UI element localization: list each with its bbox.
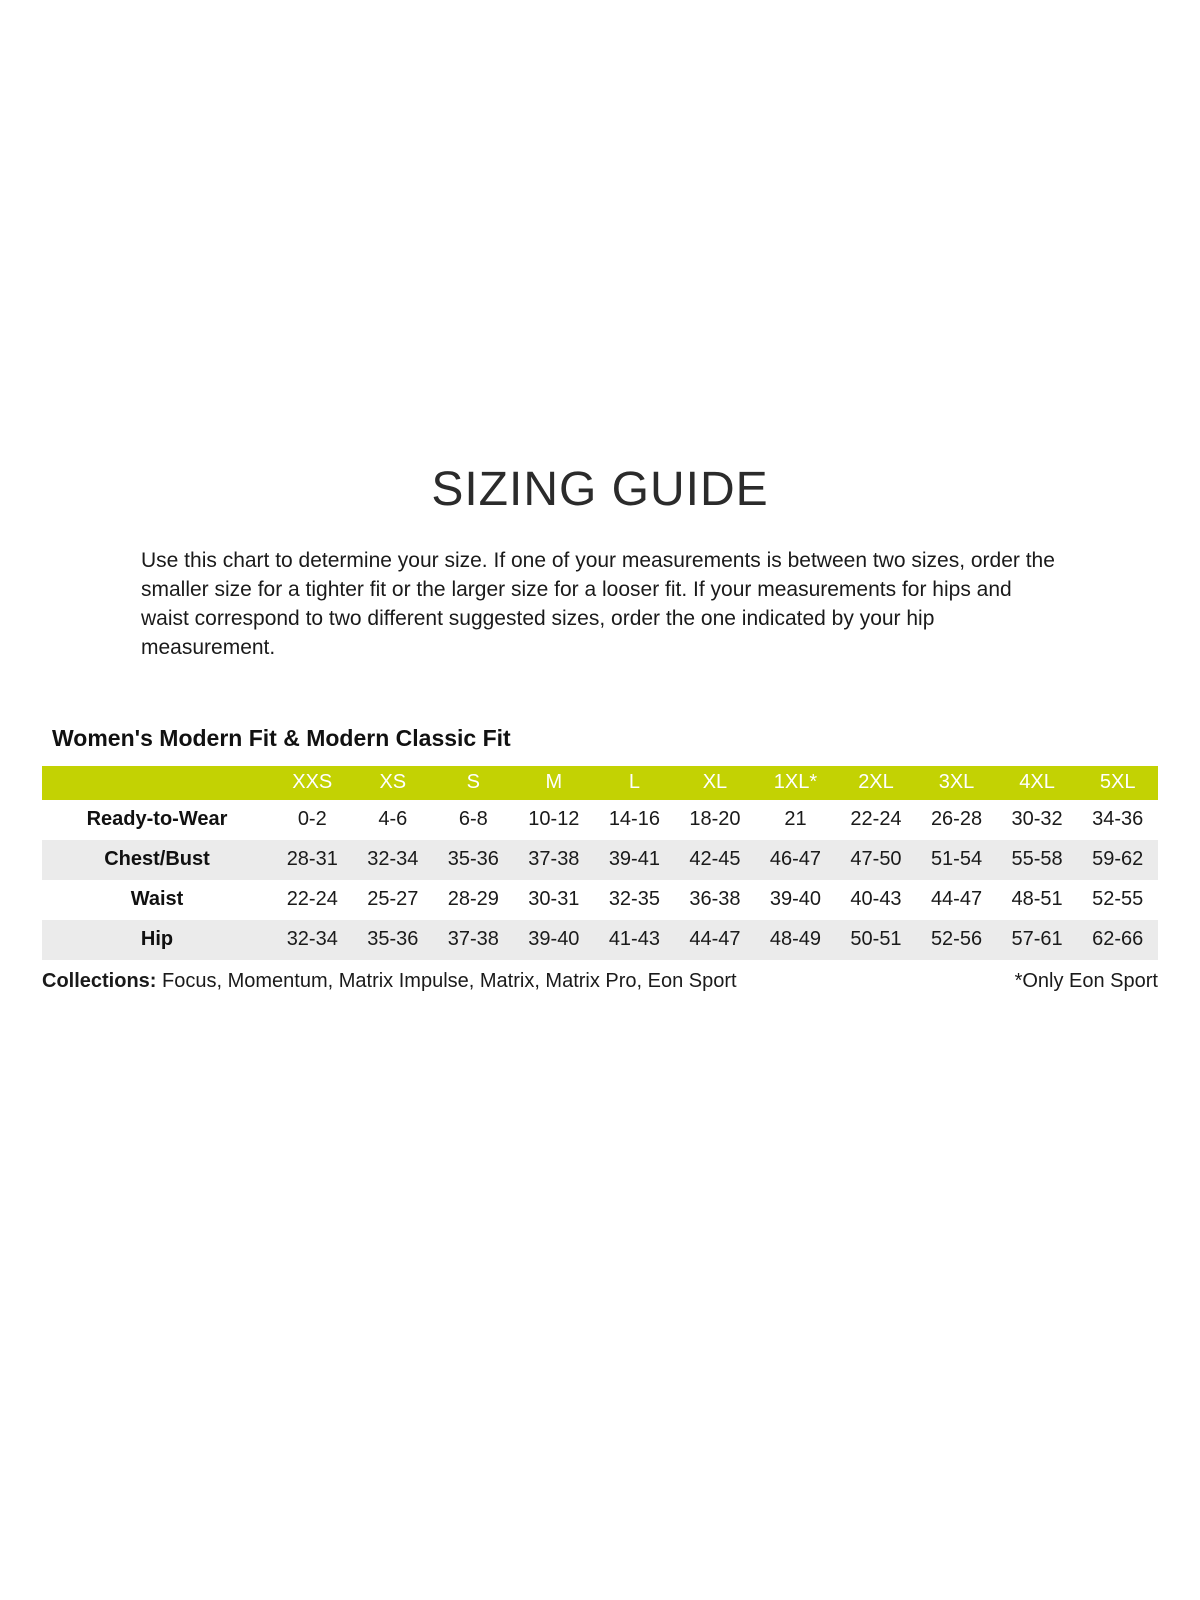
table-cell: 22-24 bbox=[850, 808, 902, 831]
table-cell: 39-41 bbox=[594, 840, 675, 880]
intro-paragraph: Use this chart to determine your size. If one of your measurements is between two sizes, order the smaller size for a tighter fit or the larger size for a looser fit. If your measurements for hips and waist correspond to two different suggested sizes, order the one indicated by your hip measurement. bbox=[141, 549, 1055, 659]
collections-list: Focus, Momentum, Matrix Impulse, Matrix, Matrix Pro, Eon Sport bbox=[156, 969, 737, 992]
table-cell: 35-36 bbox=[433, 840, 514, 880]
table-cell: 37-38 bbox=[514, 840, 595, 880]
table-cell: 14-16 bbox=[608, 808, 660, 831]
table-cell: 59-62 bbox=[1077, 840, 1158, 880]
footer-line bbox=[42, 970, 1158, 993]
size-table-container bbox=[42, 766, 1158, 960]
table-cell: 39-40 bbox=[514, 920, 595, 960]
size-table-body bbox=[42, 800, 1158, 960]
table-cell: 22-24 bbox=[286, 888, 338, 911]
size-table-header bbox=[42, 766, 1158, 800]
table-cell: 28-29 bbox=[447, 888, 499, 911]
header-col-xs: XS bbox=[353, 766, 434, 800]
header-empty-cell bbox=[42, 766, 272, 800]
table-cell: 10-12 bbox=[528, 808, 580, 831]
header-col-4xl: 4XL bbox=[997, 766, 1078, 800]
collections-label: Collections: bbox=[42, 969, 157, 992]
header-col-m: M bbox=[514, 766, 595, 800]
table-cell: 32-34 bbox=[272, 920, 353, 960]
table-cell: 48-51 bbox=[1011, 888, 1063, 911]
row-label: Hip bbox=[42, 920, 272, 960]
table-cell: 4-6 bbox=[378, 808, 408, 831]
table-cell: 28-31 bbox=[272, 840, 353, 880]
table-cell: 62-66 bbox=[1077, 920, 1158, 960]
row-label: Ready-to-Wear bbox=[86, 808, 228, 831]
header-col-s: S bbox=[433, 766, 514, 800]
table-cell: 42-45 bbox=[675, 840, 756, 880]
table-cell: 57-61 bbox=[997, 920, 1078, 960]
table-cell: 30-32 bbox=[1011, 808, 1063, 831]
header-col-3xl: 3XL bbox=[916, 766, 997, 800]
table-cell: 50-51 bbox=[836, 920, 917, 960]
size-table bbox=[42, 766, 1158, 960]
table-cell: 47-50 bbox=[836, 840, 917, 880]
table-cell: 32-35 bbox=[608, 888, 660, 911]
footnote-only-eon-sport: *Only Eon Sport bbox=[1014, 969, 1158, 992]
table-row-waist bbox=[42, 880, 1158, 920]
table-cell: 39-40 bbox=[769, 888, 822, 911]
table-row-hip bbox=[42, 920, 1158, 960]
table-cell: 35-36 bbox=[353, 920, 434, 960]
table-cell: 34-36 bbox=[1092, 808, 1144, 831]
table-cell: 30-31 bbox=[528, 888, 580, 911]
table-cell: 0-2 bbox=[297, 808, 327, 831]
section-heading: Women's Modern Fit & Modern Classic Fit bbox=[52, 724, 511, 751]
table-cell: 52-56 bbox=[916, 920, 997, 960]
header-col-l: L bbox=[594, 766, 675, 800]
page-title: SIZING GUIDE bbox=[431, 463, 769, 516]
table-cell: 36-38 bbox=[689, 888, 741, 911]
table-cell: 26-28 bbox=[930, 808, 983, 831]
row-label: Waist bbox=[130, 888, 184, 911]
header-row bbox=[42, 766, 1158, 800]
table-cell: 37-38 bbox=[433, 920, 514, 960]
table-cell: 48-49 bbox=[755, 920, 836, 960]
table-cell: 44-47 bbox=[930, 888, 983, 911]
table-cell: 52-55 bbox=[1092, 888, 1144, 911]
table-cell: 41-43 bbox=[594, 920, 675, 960]
table-row-chest-bust bbox=[42, 840, 1158, 880]
header-col-1xl: 1XL* bbox=[755, 766, 836, 800]
table-cell: 40-43 bbox=[850, 888, 902, 911]
table-cell: 51-54 bbox=[916, 840, 997, 880]
table-cell: 25-27 bbox=[367, 888, 419, 911]
table-cell: 32-34 bbox=[353, 840, 434, 880]
table-cell: 18-20 bbox=[689, 808, 741, 831]
row-label: Chest/Bust bbox=[42, 840, 272, 880]
header-col-xxs: XXS bbox=[272, 766, 353, 800]
table-cell: 44-47 bbox=[675, 920, 756, 960]
collections-line bbox=[42, 970, 737, 993]
table-row-ready-to-wear bbox=[42, 800, 1158, 840]
table-cell: 21 bbox=[784, 808, 807, 831]
table-cell: 6-8 bbox=[458, 808, 488, 831]
table-cell: 55-58 bbox=[997, 840, 1078, 880]
table-cell: 46-47 bbox=[755, 840, 836, 880]
header-col-xl: XL bbox=[675, 766, 756, 800]
header-col-5xl: 5XL bbox=[1077, 766, 1158, 800]
header-col-2xl: 2XL bbox=[836, 766, 917, 800]
